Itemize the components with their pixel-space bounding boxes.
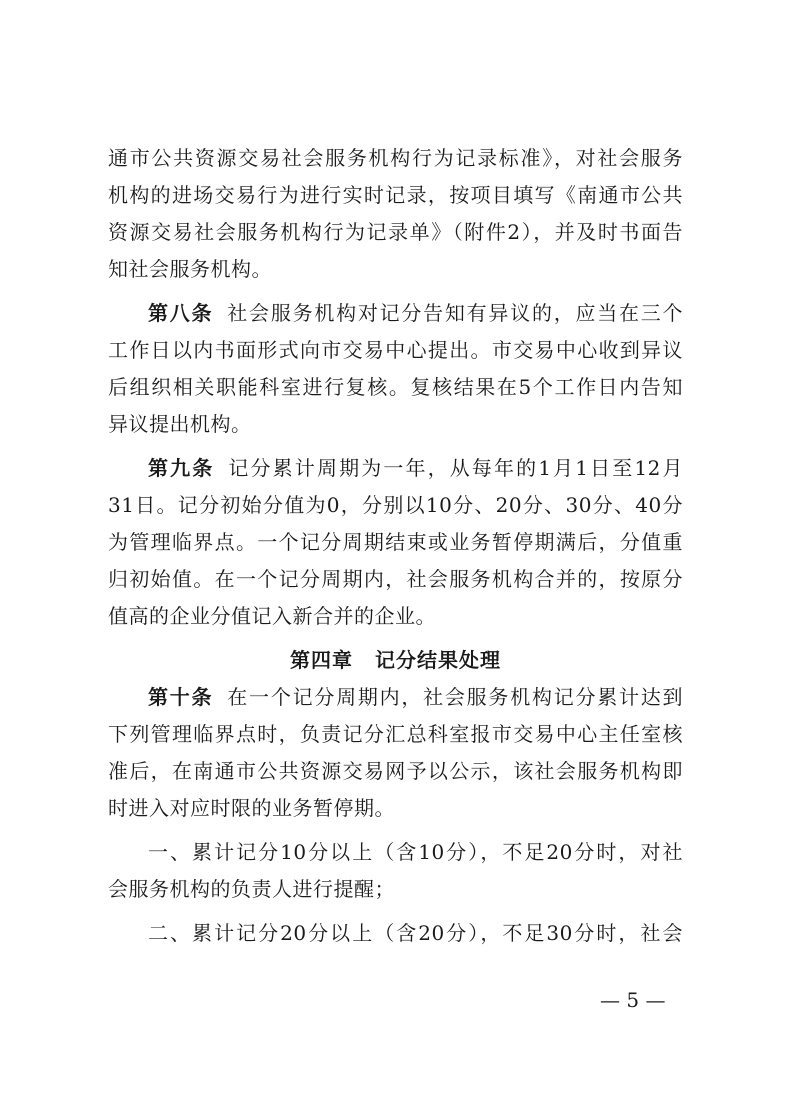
article-8-text: 社会服务机构对记分告知有异议的，应当在三个	[227, 301, 684, 325]
text-line: 为管理临界点。一个记分周期结束或业务暂停期满后，分值重	[108, 530, 683, 554]
text-line: 归初始值。在一个记分周期内，社会服务机构合并的，按原分	[108, 567, 683, 591]
text-line	[108, 679, 683, 716]
text-line: 通市公共资源交易社会服务机构行为记录标准》，对社会服务	[108, 146, 683, 170]
list-item-1	[108, 834, 683, 908]
paragraph-continuation	[108, 140, 683, 288]
text-line: 工作日以内书面形式向市交易中心提出。市交易中心收到异议	[108, 338, 683, 362]
article-8	[108, 295, 683, 443]
page-number: — 5 —	[600, 988, 666, 1012]
chapter-number: 第四章	[290, 648, 353, 672]
text-line: 值高的企业分值记入新合并的企业。	[108, 604, 436, 628]
article-9-label: 第九条	[148, 456, 215, 480]
article-10-label: 第十条	[148, 685, 214, 709]
article-9	[108, 450, 683, 635]
chapter-title: 记分结果处理	[375, 648, 501, 672]
list-item-2	[108, 915, 683, 952]
text-line: 一、累计记分10分以上（含10分），不足20分时，对社	[148, 840, 683, 864]
text-line: 二、累计记分20分以上（含20分），不足30分时，社会	[148, 921, 683, 945]
text-line: 资源交易社会服务机构行为记录单》（附件2），并及时书面告	[108, 220, 683, 244]
text-line	[108, 295, 683, 332]
text-line	[108, 450, 683, 487]
text-line: 准后，在南通市公共资源交易网予以公示，该社会服务机构即	[108, 759, 683, 783]
text-line: 机构的进场交易行为进行实时记录，按项目填写《南通市公共	[108, 183, 683, 207]
article-10-text: 在一个记分周期内，社会服务机构记分累计达到	[227, 685, 684, 709]
text-line: 下列管理临界点时，负责记分汇总科室报市交易中心主任室核	[108, 722, 683, 746]
text-line: 知社会服务机构。	[108, 257, 272, 281]
text-line: 31日。记分初始分值为0，分别以10分、20分、30分、40分	[108, 493, 683, 517]
text-line: 异议提出机构。	[108, 412, 252, 436]
article-9-text: 记分累计周期为一年，从每年的1月1日至12月	[228, 456, 683, 480]
article-8-label: 第八条	[148, 301, 214, 325]
chapter-heading	[108, 642, 683, 679]
text-line: 会服务机构的负责人进行提醒；	[108, 877, 395, 901]
article-10	[108, 679, 683, 827]
text-line: 时进入对应时限的业务暂停期。	[108, 796, 395, 820]
body-text	[108, 140, 683, 952]
text-line: 后组织相关职能科室进行复核。复核结果在5个工作日内告知	[108, 375, 683, 399]
